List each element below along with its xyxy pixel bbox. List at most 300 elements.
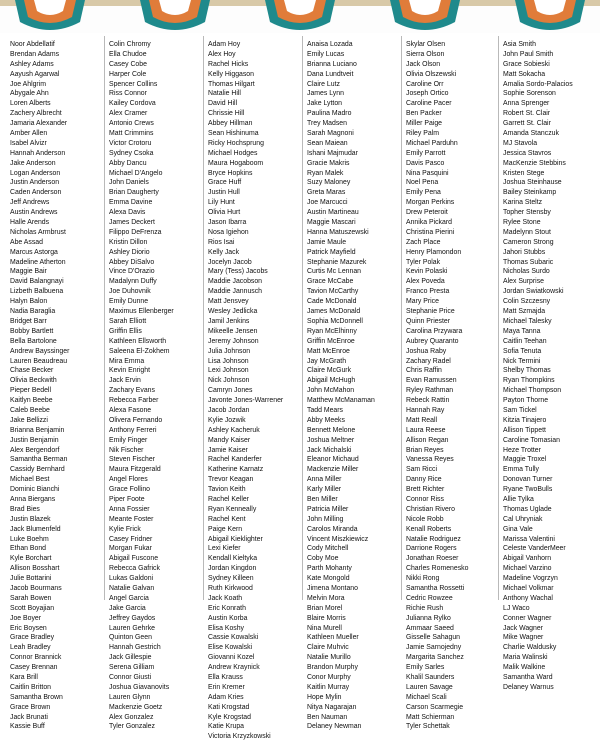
name-list-item: Kyle Borchart [10,555,52,563]
name-list-item: Katherine Karnatz [208,466,264,474]
name-list-item: John Paul Smith [503,50,554,58]
name-list-item: Jessica Stavros [503,149,552,157]
name-list-item: Ella Chudoe [109,50,147,58]
name-list-item: Olivia Olszewski [406,70,457,78]
name-list-item: Nicholas Armbrust [10,228,66,236]
name-list-item: Davis Pasco [406,159,445,167]
name-list-item: Casey Fridner [109,535,153,543]
name-list-item: Serena Gilliam [109,664,155,672]
name-list-item: Lukas Galdoni [109,575,154,583]
name-list-item: Emily Lucas [307,50,345,58]
name-list-item: Jimena Montano [307,584,358,592]
name-list-item: Cade McDonald [307,298,357,306]
name-list-item: Jamil Jenkins [208,317,250,325]
name-list-item: Caitlin Britton [10,683,51,691]
name-list-item: Kylie Jozwik [208,416,246,424]
name-list-item: Austin Martineau [307,209,359,217]
name-list-item: Grace Sobieski [503,60,550,68]
name-list-item: Caroline Tomasian [503,436,560,444]
name-list-item: Robert St. Clair [503,110,551,118]
name-list-item: Javonte Jones-Warrener [208,397,284,405]
name-list-item: Greta Maras [307,189,346,197]
name-list-item: Aayush Agarwal [10,70,60,78]
name-list-item: James Lynn [307,90,344,98]
name-list-item: Gisselle Sahagun [406,634,461,642]
name-list-item: Tavion McCarthy [307,288,359,296]
name-list-item: Michael Scali [406,693,447,701]
name-list-item: Nitya Nagarajan [307,703,357,711]
name-list-item: John Daniels [109,179,149,187]
name-list-item: Abygale Ahn [10,90,49,98]
name-list-item: Anthony Ferreri [109,426,157,434]
name-list-item: Riss Connor [109,90,147,98]
name-list-item: Jeff Andrews [10,199,50,207]
name-list-item: Melvin Mora [307,594,345,602]
name-list-item: James McDonald [307,308,361,316]
name-list-item: Halyn Balon [10,298,48,306]
name-list-item: Brad Bies [10,505,40,513]
name-list-item: Michael Volkmar [503,584,554,592]
name-list-item: Danny Rice [406,476,442,484]
name-list-item: Cameron Strong [503,238,554,246]
name-list-item: Cal Uhryniak [503,515,543,523]
name-list-item: Julie Bottarini [10,575,52,583]
name-list-item: Khalil Saunders [406,674,455,681]
name-list-item: Ishani Majmudar [307,149,358,157]
name-list-item: Ruth Kirkwood [208,584,253,592]
name-list-item: Anna Biergans [10,495,56,503]
name-list-item: Caroline Orr [406,80,444,88]
name-list-item: Nick Johnson [208,377,250,385]
name-list-item: Casey Cobe [109,60,147,68]
name-list-item: LJ Waco [503,604,530,612]
name-list-item: Charlie Waldusky [503,644,557,652]
name-list-item: Abbey Hillman [208,120,253,128]
name-list-item: Carolina Przywara [406,327,463,335]
name-list-item: Tyler Gonzalez [109,723,155,731]
shield-emblem-icon [10,0,90,33]
name-list-item: Brian Morel [307,604,343,612]
name-list-item: Matt Jensvey [208,298,249,306]
name-list-item: Michael Hodges [208,149,258,157]
name-list-item: Henry Plamondon [406,248,462,256]
name-list-item: Matthew McManaman [307,397,375,405]
name-column-6 [499,36,600,691]
name-list-item: Sierra Olson [406,50,445,58]
name-list-item: Patrick Mayfield [307,248,356,256]
name-list-item: Kaitlyn Beebe [10,397,53,405]
name-list-item: Nina Pasquini [406,169,449,177]
name-list-item: Jocelyn Jacob [208,258,252,266]
name-list-item: Suzy Maloney [307,179,351,187]
name-list-item: Mary Price [406,298,439,306]
name-list-item: Alexa Davis [109,209,146,217]
name-list-item: Maria Walinski [503,654,548,662]
name-list-item: Lauren Gehrke [109,624,155,632]
name-list-item: Mike Wagner [503,634,544,642]
name-list-item: Steven Fischer [109,456,155,464]
name-list-item: Matt Schierman [406,713,455,721]
name-list-item: Stephanie Price [406,308,455,316]
name-list-item: Mary (Tess) Jacobs [208,268,268,276]
name-list-item: Garrett St. Clair [503,120,551,128]
name-list-item: Rachel Kent [208,515,246,523]
name-list-item: Thomas Uglade [503,505,552,513]
name-list-item: Joseph Ortico [406,90,449,98]
name-list-item: Camryn Jones [208,387,253,395]
shield-emblem-icon [510,0,590,33]
name-list-item: Ryley Rathman [406,387,454,395]
name-column-1 [6,36,103,731]
name-list-item: Lily Hunt [208,199,235,207]
name-list-item: Skylar Olsen [406,41,446,48]
name-list-item: Maggie Troxel [503,456,547,464]
name-list-item: Topher Stensby [503,209,551,217]
name-list-item: Emily Sarles [406,664,445,672]
name-list-item: Joshua Steinhause [503,179,562,187]
name-list-item: David Hill [208,100,238,108]
name-list-item: Carolos Miranda [307,525,358,533]
name-list-item: Lexi Johnson [208,367,249,375]
shield-emblem-icon [385,0,465,33]
name-list-item: Lexi Kiefer [208,545,241,553]
name-list-item: Meante Foster [109,515,154,523]
name-list-item: Trey Madsen [307,120,347,128]
name-list-item: Michael Varzino [503,565,552,573]
name-list-item: Brandon Murphy [307,664,358,672]
name-list-item: Kevin Enright [109,367,150,375]
name-list-item: Cassidy Bernhard [10,466,65,474]
name-list-item: Anthony Wachal [503,594,553,602]
name-list-item: Brianna Benjamin [10,426,65,434]
name-list-item: Jay McGrath [307,357,347,365]
name-list-item: Coby Moe [307,555,339,563]
name-list-item: Nikki Rong [406,575,440,583]
name-list-item: Nik Fischer [109,446,144,454]
name-list-item: Miller Paige [406,120,442,128]
name-list-item: Kitzia Tinajero [503,416,547,424]
name-list-item: Kailey Cordova [109,100,156,108]
name-list-item: Matt Reall [406,416,438,424]
name-list-item: Giovanni Kozel [208,654,255,662]
name-list-item: Jack Ervin [109,377,141,385]
name-list-item: Sophie Sorenson [503,90,556,98]
name-list-item: Kati Krogstad [208,703,250,711]
name-list-item: Maggie Bair [10,268,47,276]
name-list-item: Mackenzie Goetz [109,703,163,711]
name-list-item: Gracie Makris [307,159,350,167]
name-list-item: Joe Ahlgrim [10,80,47,88]
name-list-item: Kathleen Mueller [307,634,359,642]
name-list-item: Blaire Morris [307,614,346,622]
name-list-item: Darrione Rogers [406,545,457,553]
name-list-item: Mikeelle Jensen [208,327,258,335]
name-list-item: Franco Presta [406,288,450,296]
name-list-item: Rebeck Rattin [406,397,450,405]
name-list-item: Angel Flores [109,476,148,484]
name-list-item: Isabel Alvizr [10,139,47,147]
name-list-item: Luke Boehm [10,535,49,543]
name-list-item: Tyler Polak [406,258,441,266]
name-list-item: Cedric Rowzee [406,594,453,602]
name-list-item: Abe Assad [10,238,43,246]
name-list-item: Grace Bradley [10,634,55,642]
name-list-item: Matt Crimmins [109,130,154,138]
name-list-item: Allie Tylka [503,495,534,503]
name-list-item: Maggie Mascari [307,219,356,227]
name-list-item: Chase Becker [10,367,54,375]
name-list-item: Ashley Adams [10,60,54,68]
name-list-item: Eleanor Michaud [307,456,359,464]
name-list-item: Connor Riss [406,495,444,503]
name-list-item: Rios Isai [208,238,235,246]
name-list-item: Stephanie Mazurek [307,258,367,266]
name-list-item: Jason Ibarra [208,219,247,227]
name-list-item: Nadia Baraglia [10,308,56,316]
name-list-item: Caitlin Teehan [503,337,547,345]
name-list-item: Justin Benjamin [10,436,59,444]
name-list-item: Eric Boysen [10,624,47,632]
name-list-item: MJ Stavola [503,139,538,147]
name-list-item: Quinn Priester [406,317,451,325]
name-list-item: Drew Peteroit [406,209,448,217]
name-list-item: Jonathan Roeser [406,555,459,563]
name-list-item: Dana Lundtveit [307,70,354,78]
name-list-item: David Balangnayi [10,278,64,286]
name-list-item: Payton Thorne [503,397,549,405]
name-list-item: Jamaria Alexander [10,120,68,128]
name-list-item: Elisa Koshy [208,624,245,632]
name-list-item: Anna Sprenger [503,100,550,108]
name-list-item: Kara Brill [10,674,38,681]
name-list-item: Rachel Hicks [208,60,249,68]
name-list-item: Parth Mohanty [307,565,352,573]
name-list-item: Lauren Savage [406,683,453,691]
name-list-item: Claire McGurk [307,367,352,375]
name-list-item: Scott Boyajian [10,604,55,612]
name-list-item: Ricky Hochsprung [208,139,264,147]
name-list-item: Bella Bartolone [10,337,57,345]
name-list-item: Sean Maiean [307,139,348,147]
name-list-item: Shelby Thomas [503,367,551,375]
name-list-item: Pieper Bedell [10,387,51,395]
name-list-item: Justin Blazek [10,515,51,523]
name-list-item: Amalia Sordo-Palacios [503,80,573,88]
name-list-item: Grace Huff [208,179,242,187]
name-list-item: Vanessa Reyes [406,456,454,464]
name-list-item: Zach Place [406,238,441,246]
name-list-item: Nick Termini [503,357,541,365]
name-list-item: Katie Krupa [208,723,245,731]
name-list-item: Filippo DeFrenza [109,228,162,236]
name-list-item: Casey Brennan [10,664,58,672]
name-list-item: Bridget Barr [10,317,47,325]
name-list-item: Andrew Kraynick [208,664,260,672]
name-list-item: Ben Packer [406,110,442,118]
name-list-item: Grace Brown [10,703,51,711]
name-list-item: Cody Mitchell [307,545,349,553]
name-list-item: Saleena El-Zokhem [109,347,170,355]
name-list-item: Charles Romenesko [406,565,469,573]
name-list-item: Joe Duhovnik [109,288,151,296]
name-list-item: Sydney Killeen [208,575,254,583]
name-column-4 [303,36,400,731]
name-list-item: Maddie Jacobson [208,278,263,286]
name-list-item: Hanna Matuszewski [307,228,369,236]
name-list-item: Thomas Subaric [503,258,554,266]
name-list-item: Sofia Tenuta [503,347,542,355]
name-list-item: Jacob Bourmans [10,584,62,592]
name-list-item: MacKenzie Stebbins [503,159,566,167]
name-list-item: Riley Palm [406,130,439,138]
name-list-item: Amanda Stanczuk [503,130,559,138]
name-list-item: Justin Anderson [10,179,60,187]
header-banner [0,0,600,33]
name-list-item: Joe Boyer [10,614,42,622]
name-list-item: Rachel Kanderfer [208,456,262,464]
name-list-item: Kristin Dillon [109,238,148,246]
name-list-item: Noor Abdellatif [10,41,55,48]
name-list-item: Olivia Hurt [208,209,241,217]
name-list-item: Tavion Keith [208,486,246,494]
name-list-item: Zachary Radel [406,357,451,365]
name-list-item: Brendan Adams [10,50,60,58]
name-list-item: Richie Rush [406,604,444,612]
name-list-item: Karly Miller [307,486,342,494]
name-list-item: Connor Brannick [10,654,62,662]
name-list-item: Marcus Astorga [10,248,58,256]
name-list-item: Abby Dancu [109,159,147,167]
name-list-item: Ben Miller [307,495,338,503]
name-list-item: Bailey Steinkamp [503,189,557,197]
name-list-item: Adam Kries [208,693,244,701]
name-list-item: Vince D'Orazio [109,268,155,276]
name-list-item: Gina Vale [503,525,533,533]
name-list-item: Emma Tully [503,466,539,474]
name-list-item: Olivera Fernando [109,416,163,424]
name-list-item: Vincent Miszkiewicz [307,535,369,543]
name-list-item: Anaisa Lozada [307,41,353,48]
name-list-item: Bryce Hopkins [208,169,253,177]
name-list-item: Sophia McDonnell [307,317,363,325]
name-list-item: Madeline Vogrzyn [503,575,558,583]
name-list-item: Brett Richter [406,486,445,494]
name-list-item: Alex Poveda [406,278,445,286]
name-list-item: Antonio Crews [109,120,154,128]
name-list-item: Justin Hull [208,189,240,197]
name-list-item: Chrissie Hill [208,110,245,118]
name-list-item: Samantha Ward [503,674,553,681]
name-list-item: Matt Szmajda [503,308,546,316]
name-list-item: Alex Bergendorf [10,446,60,454]
name-list-item: Kaitlin Murray [307,683,350,691]
name-list-item: Mackenzie Miller [307,466,359,474]
name-list-item: Kyle Krogstad [208,713,251,721]
name-list-item: Jake Anderson [10,159,56,167]
name-list-item: Ben Nauman [307,713,348,721]
name-list-item: Jake Bellizzi [10,416,48,424]
name-list-item: Kate Mongold [307,575,350,583]
name-list-item: Kassie Buff [10,723,45,731]
name-list-item: Kelly Higgason [208,70,254,78]
name-list-item: Joshua Raby [406,347,447,355]
name-list-item: Samantha Berman [10,456,68,464]
name-list-item: Sarah Magnoni [307,130,354,138]
name-list-item: Emily Parrott [406,149,446,157]
name-list-item: Maddie Jannusch [208,288,263,296]
name-list-item: Emily Pena [406,189,441,197]
name-list-item: Jordan Kingdon [208,565,257,573]
name-list-item: Thomas Hilgart [208,80,255,88]
name-list-item: Loren Alberts [10,100,51,108]
name-list-item: Zachary Evans [109,387,155,395]
name-list-item: Ryan Kenneally [208,505,257,513]
name-list-item: Trevor Keagan [208,476,254,484]
name-list-item: Carson Scarmegie [406,703,464,711]
name-list-item: Nosa Igiehon [208,228,249,236]
shield-emblem-icon [260,0,340,33]
name-list-item: Abby Meeks [307,416,345,424]
name-list-item: Angel Garcia [109,594,149,602]
name-list-item: Jamie Sarnojedny [406,644,462,652]
name-list-item: Tyler Schettak [406,723,450,731]
name-list-item: Leah Bradley [10,644,51,652]
name-list-item: Ryan McElhinny [307,327,357,335]
name-list-item: Malik Walkine [503,664,546,672]
name-list-item: Sean Hishinuma [208,130,259,138]
name-list-item: Joshua Giavanovits [109,683,170,691]
name-list-item: Sarah Bowen [10,594,52,602]
name-list-item: Maximus Ellenberger [109,308,174,316]
name-list-item: Kelly Jack [208,248,240,256]
name-list-item: Paulina Madro [307,110,352,118]
name-list-item: Abigail McHugh [307,377,356,385]
name-list-item: Hannah Anderson [10,149,66,157]
name-list-item: Jack Michalski [307,446,352,454]
shield-emblem-icon [135,0,215,33]
name-list-item: Julia Johnson [208,347,251,355]
name-list-item: Rachel Keller [208,495,249,503]
name-list-item: Natalie Murillo [307,654,351,662]
name-list-item: Michael D'Angelo [109,169,163,177]
name-list-item: Jack Koath [208,594,243,602]
name-list-item: Samantha Rossetti [406,584,465,592]
name-list-item: Curtis Mc Lennan [307,268,362,276]
name-list-item: Christian Rivero [406,505,456,513]
name-list-item: Morgan Perkins [406,199,455,207]
name-list-item: Colin Szczesny [503,298,551,306]
name-list-item: Abigail Kieklighter [208,535,263,543]
name-list-item: Lisa Johnson [208,357,249,365]
name-list-item: Claire Muhvic [307,644,349,652]
name-list-item: Ryan Thompkins [503,377,555,385]
name-list-item: Jack Gillespie [109,654,152,662]
name-list-item: Donovan Turner [503,476,553,484]
name-list-item: Jordan Swiatkowski [503,288,564,296]
name-list-item: Jack Blumenfeld [10,525,61,533]
name-list-item: Morgan Fukar [109,545,152,553]
name-list-item: Jake Garcia [109,604,146,612]
name-list-item: Annika Pickard [406,219,452,227]
name-list-item: Kendall Kieltyka [208,555,258,563]
name-list-item: Allison Bosshart [10,565,60,573]
name-list-item: Ammaar Saeed [406,624,454,632]
name-list-item: Asia Smith [503,41,536,48]
name-list-item: Jahori Stubbs [503,248,546,256]
name-list-item: Ethan Bond [10,545,47,553]
name-list-item: Ella Krauss [208,674,243,681]
name-list-item: Heze Trotter [503,446,541,454]
